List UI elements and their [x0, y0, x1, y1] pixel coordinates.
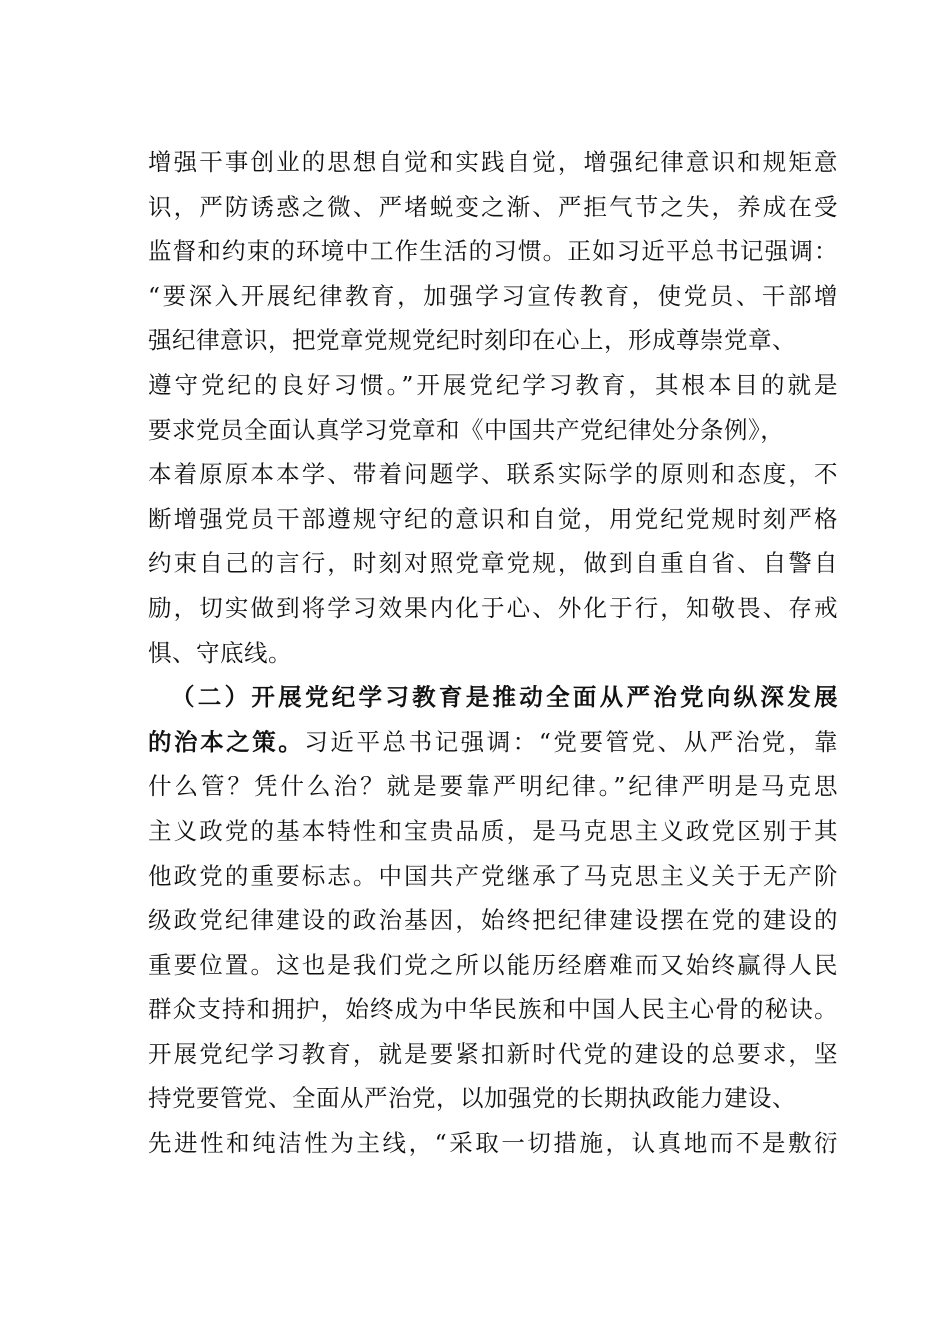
text-line	[148, 185, 838, 230]
text-line	[148, 1121, 838, 1166]
section-heading: （二）开展党纪学习教育是推动全面从严治党向纵深发展	[171, 683, 838, 712]
text-line-content: 识，严防诱惑之微、严堵蜕变之渐、严拒气节之失，养成在受	[148, 192, 838, 221]
text-line-content: 什么管？凭什么治？就是要靠严明纪律。”纪律严明是马克思	[148, 772, 838, 801]
text-line-content: 约束自己的言行，时刻对照党章党规，做到自重自省、自警自	[148, 549, 838, 578]
text-line	[148, 452, 838, 497]
text-line	[148, 229, 838, 274]
text-line-content: 强纪律意识，把党章党规党纪时刻印在心上，形成尊崇党章、	[148, 326, 796, 355]
text-line-content: 他政党的重要标志。中国共产党继承了马克思主义关于无产阶	[148, 861, 838, 890]
text-line-content: 惧、守底线。	[148, 638, 292, 667]
text-line	[148, 497, 838, 542]
text-line	[148, 274, 838, 319]
text-line-content: 先进性和纯洁性为主线，“采取一切措施，认真地而不是敷衍	[148, 1129, 838, 1158]
text-line-content: 遵守党纪的良好习惯。”开展党纪学习教育，其根本目的就是	[148, 370, 838, 399]
text-line	[148, 720, 838, 765]
text-line	[148, 363, 838, 408]
text-line	[148, 898, 838, 943]
text-line-content: 习近平总书记强调：“党要管党、从严治党，靠	[304, 727, 838, 756]
body-text	[148, 140, 838, 1166]
text-line	[148, 318, 838, 363]
text-line	[148, 541, 838, 586]
text-line-content: 群众支持和拥护，始终成为中华民族和中国人民主心骨的秘诀。	[148, 995, 838, 1024]
text-line	[148, 764, 838, 809]
text-line-content: 重要位置。这也是我们党之所以能历经磨难而又始终赢得人民	[148, 950, 838, 979]
text-line-content: “要深入开展纪律教育，加强学习宣传教育，使党员、干部增	[148, 281, 838, 310]
text-line	[148, 586, 838, 631]
text-line	[148, 1076, 838, 1121]
section-heading: 的治本之策。	[148, 727, 305, 756]
text-line	[148, 809, 838, 854]
text-line	[148, 408, 838, 453]
text-line	[148, 1032, 838, 1077]
text-line-content: 本着原原本本学、带着问题学、联系实际学的原则和态度，不	[148, 460, 838, 489]
text-line-content: 要求党员全面认真学习党章和《中国共产党纪律处分条例》，	[148, 415, 785, 444]
text-line	[148, 631, 838, 676]
text-line-content: 级政党纪律建设的政治基因，始终把纪律建设摆在党的建设的	[148, 906, 838, 935]
text-line-content: 断增强党员干部遵规守纪的意识和自觉，用党纪党规时刻严格	[148, 504, 838, 533]
text-line	[148, 675, 838, 720]
text-line-content: 监督和约束的环境中工作生活的习惯。正如习近平总书记强调：	[148, 237, 838, 266]
text-line-content: 励，切实做到将学习效果内化于心、外化于行，知敬畏、存戒	[148, 593, 838, 622]
text-line-content: 开展党纪学习教育，就是要紧扣新时代党的建设的总要求，坚	[148, 1039, 838, 1068]
text-line	[148, 140, 838, 185]
text-line	[148, 987, 838, 1032]
text-line	[148, 943, 838, 988]
text-line-content: 持党要管党、全面从严治党，以加强党的长期执政能力建设、	[148, 1084, 796, 1113]
text-line-content: 增强干事创业的思想自觉和实践自觉，增强纪律意识和规矩意	[148, 148, 838, 176]
text-line	[148, 854, 838, 899]
text-line-content: 主义政党的基本特性和宝贵品质，是马克思主义政党区别于其	[148, 816, 838, 845]
